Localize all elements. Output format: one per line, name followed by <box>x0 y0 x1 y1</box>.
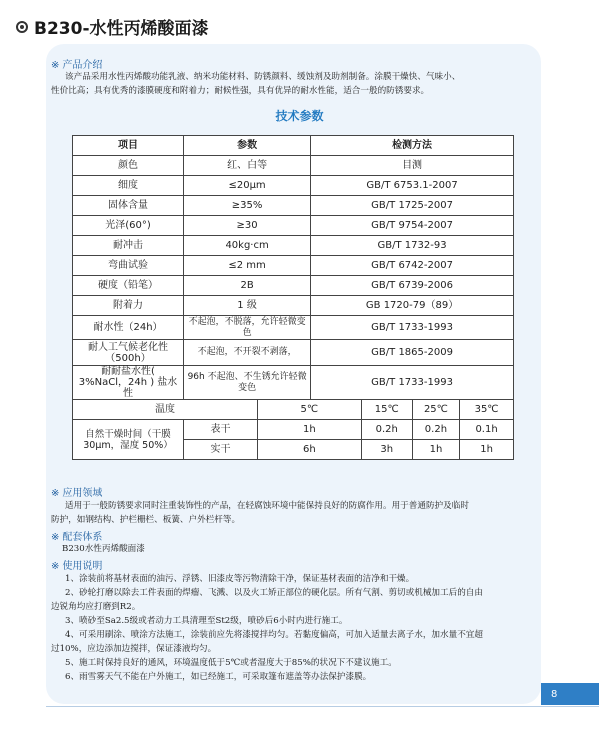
table-row <box>73 176 514 196</box>
surface-dry-value: 0.2h <box>412 420 459 440</box>
hard-dry-value: 1h <box>460 440 514 460</box>
cell-method: GB/T 1725-2007 <box>311 196 514 216</box>
header-param: 参数 <box>184 136 311 156</box>
surface-dry-value: 0.2h <box>361 420 412 440</box>
table-row <box>73 256 514 276</box>
cell-param: 不起泡，不脱落，允许轻微变色 <box>184 316 311 340</box>
page-title: B230-水性丙烯酸面漆 <box>34 19 209 39</box>
table-row <box>73 236 514 256</box>
cell-method: GB/T 6753.1-2007 <box>311 176 514 196</box>
table-row <box>73 216 514 236</box>
spec-table <box>72 135 514 460</box>
cell-item: 固体含量 <box>73 196 184 216</box>
hard-dry-value: 3h <box>361 440 412 460</box>
asterisk-icon: ※ <box>51 561 60 572</box>
cell-method: GB/T 6742-2007 <box>311 256 514 276</box>
usage-line-5: 4、可采用刷涂、喷涂方法施工，涂装前应先将漆搅拌均匀。若黏度偏高，可加入适量去离子水，加水量不宜超 <box>65 630 483 640</box>
table-row <box>73 366 514 400</box>
cell-param: 不起泡，不开裂不剥落， <box>184 340 311 366</box>
table-row <box>73 316 514 340</box>
cell-item: 颜色 <box>73 156 184 176</box>
cell-param: 96h 不起泡、不生锈允许轻微变色 <box>184 366 311 400</box>
cell-item: 光泽(60°) <box>73 216 184 236</box>
cell-param: 1 级 <box>184 296 311 316</box>
table-row <box>73 340 514 366</box>
usage-line-2: 2、砂轮打磨以除去工件表面的焊瘤、飞溅、以及火工矫正部位的硬化层。所有气割、剪切或机械加工后的自由 <box>65 588 483 598</box>
application-line-1: 适用于一般防锈要求同时注重装饰性的产品，在轻腐蚀环境中能保持良好的防腐作用。用于普通防护及临时 <box>65 501 469 511</box>
table-row <box>73 196 514 216</box>
usage-line-1: 1、涂装前将基材表面的油污、浮锈、旧漆皮等污物清除干净，保证基材表面的洁净和干燥。 <box>65 574 415 584</box>
usage-line-4: 3、喷砂至Sa2.5级或者动力工具清理至St2级，喷砂后6小时内进行施工。 <box>65 616 348 626</box>
cell-item: 硬度（铅笔） <box>73 276 184 296</box>
intro-paragraph-2 <box>51 84 541 98</box>
asterisk-icon: ※ <box>51 532 60 543</box>
cell-method: 目测 <box>311 156 514 176</box>
table-row <box>73 296 514 316</box>
cell-item: 耐耐盐水性( 3%NaCl，24h ) 盐水性 <box>73 366 184 400</box>
cell-param: ≤2 mm <box>184 256 311 276</box>
usage-line-3: 边锐角均应打磨到R2。 <box>51 602 141 612</box>
header-method: 检测方法 <box>311 136 514 156</box>
tech-title: 技术参数 <box>275 109 324 123</box>
cell-param: 红、白等 <box>184 156 311 176</box>
cell-item: 耐水性（24h） <box>73 316 184 340</box>
asterisk-icon: ※ <box>51 488 60 499</box>
cell-param: ≤20μm <box>184 176 311 196</box>
intro-line-1: 该产品采用水性丙烯酸功能乳液、纳米功能材料、防锈颜料、缓蚀剂及助剂制备。涂膜干燥快、气味小、 <box>65 72 461 82</box>
usage-line-6: 过10%，应边添加边搅拌，保证漆液均匀。 <box>51 644 217 654</box>
cell-method: GB/T 1733-1993 <box>311 316 514 340</box>
application-line-2: 防护，如钢结构、护栏栅栏、板簧、户外栏杆等。 <box>51 515 241 525</box>
table-row <box>73 276 514 296</box>
page-number: 8 <box>541 683 599 705</box>
hard-dry-value: 6h <box>257 440 361 460</box>
system-text: B230水性丙烯酸面漆 <box>62 544 145 554</box>
intro-line-2: 性价比高；具有优秀的漆膜硬度和附着力；耐候性强，具有优异的耐水性能，适合一般的防锈要求。 <box>51 86 430 96</box>
usage-line-7: 5、施工时保持良好的通风，环境温度低于5℃或者湿度大于85%的状况下不建议施工。 <box>65 658 397 668</box>
cell-method: GB/T 6739-2006 <box>311 276 514 296</box>
cell-param: ≥35% <box>184 196 311 216</box>
temp-label: 温度 <box>73 400 258 420</box>
header-item: 项目 <box>73 136 184 156</box>
drying-surface-row <box>73 420 514 440</box>
temp-5: 5℃ <box>257 400 361 420</box>
table-header-row <box>73 136 514 156</box>
temp-15: 15℃ <box>361 400 412 420</box>
drying-temp-row <box>73 400 514 420</box>
cell-method: GB/T 1733-1993 <box>311 366 514 400</box>
cell-item: 耐人工气候老化性（500h） <box>73 340 184 366</box>
hard-dry-value: 1h <box>412 440 459 460</box>
hard-dry-label: 实干 <box>184 440 258 460</box>
application-heading: ※ 应用领域 <box>51 488 103 499</box>
intro-paragraph <box>51 70 541 84</box>
cell-item: 耐冲击 <box>73 236 184 256</box>
surface-dry-value: 1h <box>257 420 361 440</box>
cell-item: 细度 <box>73 176 184 196</box>
cell-param: ≥30 <box>184 216 311 236</box>
surface-dry-label: 表干 <box>184 420 258 440</box>
cell-method: GB/T 1732-93 <box>311 236 514 256</box>
cell-method: GB/T 9754-2007 <box>311 216 514 236</box>
cell-method: GB/T 1865-2009 <box>311 340 514 366</box>
usage-line-8: 6、雨雪雾天气不能在户外施工，如已经施工，可采取篷布遮盖等办法保护漆膜。 <box>65 672 372 682</box>
title-bullet-icon <box>16 21 28 33</box>
cell-item: 附着力 <box>73 296 184 316</box>
table-row <box>73 156 514 176</box>
temp-25: 25℃ <box>412 400 459 420</box>
drying-group-label: 自然干燥时间（干膜 30μm，湿度 50%） <box>73 420 184 460</box>
title-row <box>16 14 209 39</box>
intro-heading: ※ 产品介绍 <box>51 60 103 71</box>
usage-heading: ※ 使用说明 <box>51 561 103 572</box>
system-heading: ※ 配套体系 <box>51 532 103 543</box>
bottom-divider <box>46 706 599 707</box>
cell-param: 2B <box>184 276 311 296</box>
cell-item: 弯曲试验 <box>73 256 184 276</box>
cell-method: GB 1720-79（89） <box>311 296 514 316</box>
cell-param: 40kg·cm <box>184 236 311 256</box>
surface-dry-value: 0.1h <box>460 420 514 440</box>
asterisk-icon: ※ <box>51 60 60 71</box>
temp-35: 35℃ <box>460 400 514 420</box>
